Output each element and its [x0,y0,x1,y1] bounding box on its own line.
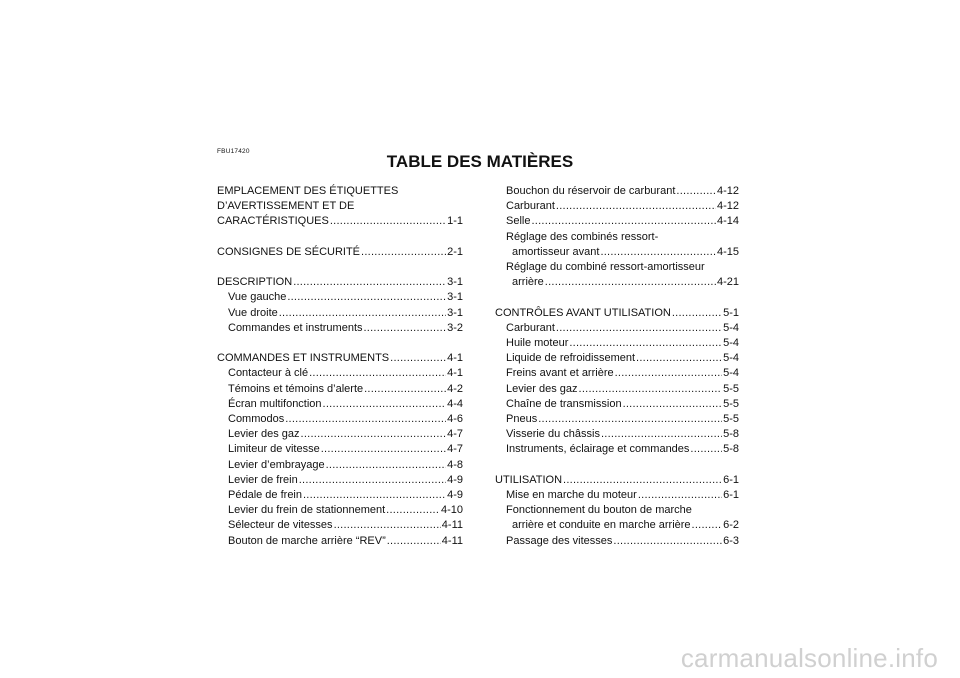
toc-page-number: 3-1 [447,276,463,289]
toc-spacer [495,458,739,473]
toc-page-number: 4-9 [447,489,463,502]
toc-dot-leader [538,412,722,427]
toc-entry-title: CONSIGNES DE SÉCURITÉ [217,245,361,258]
toc-page-number: 2-1 [447,245,463,258]
toc-dot-leader [285,412,446,427]
toc-page-number: 5-4 [723,321,739,334]
toc-subentry[interactable] [495,442,739,457]
toc-entry-title: Huile moteur [506,337,569,350]
toc-entry-title: Mise en marche du moteur [506,489,637,502]
toc-entry-title: Écran multifonction [228,397,322,410]
toc-entry-title: arrière et conduite en marche arrière [512,519,691,532]
toc-dot-leader [364,382,446,397]
toc-subentry[interactable] [495,518,739,533]
toc-subentry[interactable] [217,366,463,381]
toc-spacer [217,260,463,275]
watermark-text: carmanualsonline.info [680,643,938,673]
toc-entry-title: Commandes et instruments [228,321,363,334]
toc-dot-leader [326,458,446,473]
toc-section-entry[interactable] [495,473,739,488]
toc-dot-leader [330,214,446,229]
toc-section-entry[interactable] [217,214,463,229]
toc-entry-title: Pédale de frein [228,489,302,502]
toc-section-entry[interactable] [495,306,739,321]
toc-dot-leader [672,306,722,321]
toc-subentry[interactable] [495,321,739,336]
toc-entry-title: Levier du frein de stationnement [228,504,386,517]
toc-dot-leader [364,321,447,336]
toc-section-entry[interactable] [217,275,463,290]
toc-page-number: 6-1 [723,489,739,502]
toc-dot-leader [321,442,446,457]
toc-subentry[interactable] [495,397,739,412]
toc-dot-leader [293,275,446,290]
toc-line: EMPLACEMENT DES ÉTIQUETTES [217,185,399,197]
toc-dot-leader [299,473,446,488]
toc-dot-leader [636,351,722,366]
toc-entry-title: arrière [512,276,544,289]
toc-page-number: 4-14 [716,215,739,228]
document-code: FBU17420 [217,148,250,155]
toc-entry-title: Freins avant et arrière [506,367,614,380]
toc-column-left [217,184,463,549]
toc-subentry[interactable] [495,366,739,381]
toc-page-number: 5-1 [723,306,739,319]
toc-page-number: 4-12 [716,200,739,213]
toc-page-number: 3-2 [447,321,463,334]
toc-subentry[interactable] [217,290,463,305]
toc-subentry[interactable] [217,473,463,488]
toc-page-number: 4-7 [447,443,463,456]
toc-page-number: 4-12 [716,185,739,197]
toc-subentry[interactable] [495,184,739,199]
toc-entry-title: Bouchon du réservoir de carburant [506,185,676,197]
toc-dot-leader [309,366,446,381]
toc-page-number: 5-5 [723,382,739,395]
toc-subentry[interactable] [217,442,463,457]
toc-subentry[interactable] [495,427,739,442]
toc-subentry[interactable] [495,351,739,366]
toc-dot-leader [531,214,716,229]
toc-subentry[interactable] [217,427,463,442]
toc-page-number: 3-1 [447,291,463,304]
toc-page-number: 4-2 [447,382,463,395]
toc-page-number: 4-8 [447,458,463,471]
toc-subentry[interactable] [217,518,463,533]
toc-dot-leader [623,397,723,412]
toc-dot-leader [287,290,446,305]
toc-subentry[interactable] [495,245,739,260]
toc-entry-title: Limiteur de vitesse [228,443,320,456]
toc-page-number: 4-10 [440,504,463,517]
toc-spacer [217,230,463,245]
toc-subentry[interactable] [495,382,739,397]
toc-entry-title: Liquide de refroidissement [506,352,636,365]
toc-page-number: 5-4 [723,352,739,365]
toc-spacer [495,290,739,305]
toc-page-number: 5-5 [723,413,739,426]
toc-subentry[interactable] [495,534,739,549]
toc-entry-title: CARACTÉRISTIQUES [217,215,329,228]
toc-page-number: 5-4 [723,337,739,350]
toc-page-number: 5-5 [723,397,739,410]
toc-dot-leader [615,366,722,381]
toc-page-number: 4-7 [447,428,463,441]
toc-dot-leader [386,503,440,518]
toc-dot-leader [301,427,447,442]
toc-page-number: 4-6 [447,413,463,425]
toc-dot-leader [692,518,723,533]
toc-subentry[interactable] [217,412,463,427]
toc-page-number: 6-1 [723,473,739,486]
toc-subentry[interactable] [217,488,463,503]
toc-dot-leader [279,306,446,321]
toc-subentry[interactable] [217,306,463,321]
toc-section-entry[interactable] [217,245,463,260]
toc-entry-title: DESCRIPTION [217,276,293,289]
toc-entry-title: Vue gauche [228,291,287,304]
toc-entry-title: Carburant [506,200,555,213]
toc-dot-leader [600,245,716,260]
toc-entry-title: Levier des gaz [228,428,300,441]
toc-entry-title: Instruments, éclairage et commandes [506,443,690,456]
toc-subentry[interactable] [495,412,739,427]
toc-entry-title: Pneus [506,413,538,426]
toc-dot-leader [579,382,723,397]
toc-entry-title: Bouton de marche arrière “REV” [228,534,386,547]
toc-dot-leader [556,321,722,336]
toc-page-number: 4-1 [447,352,463,365]
toc-line: Réglage des combinés ressort- [506,230,659,243]
toc-dot-leader [601,427,722,442]
toc-entry-title: Visserie du châssis [506,428,600,441]
page-title: TABLE DES MATIÈRES [386,152,574,171]
toc-subentry[interactable] [217,397,463,412]
toc-entry-title: Levier d’embrayage [228,458,325,471]
toc-subentry[interactable] [495,214,739,229]
toc-column-right [495,184,739,549]
toc-dot-leader [638,488,722,503]
toc-page-number: 4-9 [447,473,463,486]
toc-dot-leader [676,184,716,199]
toc-dot-leader [387,534,441,549]
toc-dot-leader [334,518,441,533]
toc-page-number: 4-1 [447,367,463,380]
toc-entry-title: Commodos [228,413,285,425]
toc-dot-leader [690,442,722,457]
toc-line: D’AVERTISSEMENT ET DE [217,200,355,213]
toc-page-number: 4-21 [716,276,739,289]
toc-dot-leader [613,534,722,549]
toc-page-number: 5-8 [723,428,739,441]
toc-entry-title: Témoins et témoins d’alerte [228,382,364,395]
toc-page-number: 4-11 [441,519,463,532]
toc-page-number: 5-8 [723,443,739,456]
toc-subentry[interactable] [217,458,463,473]
toc-subentry[interactable] [495,199,739,214]
toc-dot-leader [303,488,446,503]
toc-line: Fonctionnement du bouton de marche [506,504,692,517]
toc-spacer [217,336,463,351]
toc-subentry[interactable] [495,488,739,503]
toc-subentry[interactable] [217,503,463,518]
toc-page-number: 3-1 [447,306,463,319]
toc-subentry[interactable] [495,336,739,351]
toc-entry-title: CONTRÔLES AVANT UTILISATION [495,306,671,319]
toc-page-number: 4-11 [441,534,463,547]
toc-entry-title: COMMANDES ET INSTRUMENTS [217,352,390,365]
toc-page-number: 5-4 [723,367,739,380]
toc-line: Réglage du combiné ressort-amortisseur [506,261,705,274]
toc-page-number: 6-2 [723,519,739,532]
toc-entry-title: Passage des vitesses [506,534,613,547]
toc-subentry[interactable] [217,534,463,549]
toc-entry-title: Levier de frein [228,473,298,486]
toc-subentry[interactable] [495,275,739,290]
toc-dot-leader [545,275,716,290]
toc-dot-leader [323,397,447,412]
toc-dot-leader [569,336,722,351]
toc-dot-leader [563,473,722,488]
toc-dot-leader [556,199,716,214]
toc-entry-title: Sélecteur de vitesses [228,519,333,532]
toc-entry-title: UTILISATION [495,473,563,486]
toc-page-number: 1-1 [447,215,463,228]
toc-entry-title: Carburant [506,321,555,334]
toc-entry-title: Levier des gaz [506,382,578,395]
toc-entry-title: Contacteur à clé [228,367,309,380]
toc-entry-title: amortisseur avant [512,245,600,258]
toc-page-number: 6-3 [723,534,739,547]
toc-subentry[interactable] [217,321,463,336]
toc-entry-title: Vue droite [228,306,278,319]
toc-page-number: 4-4 [447,397,463,410]
toc-dot-leader [361,245,446,260]
toc-page-number: 4-15 [716,245,739,258]
toc-section-entry[interactable] [217,351,463,366]
toc-entry-title: Chaîne de transmission [506,397,622,410]
toc-dot-leader [390,351,446,366]
toc-subentry[interactable] [217,382,463,397]
toc-entry-title: Selle [506,215,531,228]
